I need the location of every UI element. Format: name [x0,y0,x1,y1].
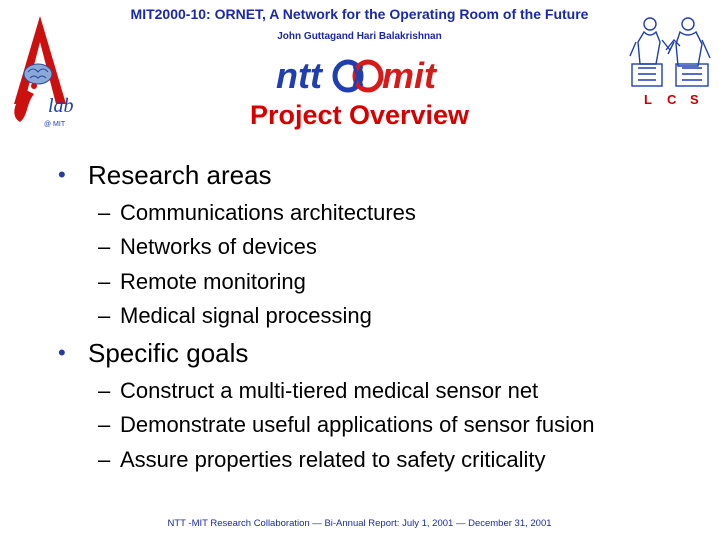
sub-item-text: Construct a multi-tiered medical sensor net [120,378,539,403]
sub-item: – Construct a multi-tiered medical sensor net [98,378,539,403]
header-title: MIT2000-10: ORNET, A Network for the Operating Room of the Future [130,6,589,22]
sub-item-text: Demonstrate useful applications of sensor fusion [120,412,595,437]
ntt-logo-text: ntt [276,55,322,96]
sub-item-text: Remote monitoring [120,269,306,294]
bullet-specific-goals [58,338,248,369]
authors-line: John Guttagand Hari Balakrishnan [277,31,442,42]
lcs-letter-c: C [667,92,677,107]
footer-text: NTT -MIT Research Collaboration — Bi-Annual Report: July 1, 2001 — December 31, 2001 [167,518,552,529]
sub-item: – Communications architectures [98,200,416,225]
bullet-text: Research areas [88,160,272,190]
lcs-logo [626,10,716,110]
sub-item: – Demonstrate useful applications of sensor fusion [98,412,595,437]
sub-item-text: Assure properties related to safety criticality [120,447,546,472]
lcs-letter-s: S [690,92,699,107]
sub-item-text: Communications architectures [120,200,416,225]
mit-logo-text: mit [382,55,436,96]
ilab-sub: @ MIT [44,121,66,128]
sub-item: – Remote monitoring [98,269,306,294]
lcs-figures-icon [630,18,710,86]
interlock-rings-icon [335,62,381,90]
bullet-text: Specific goals [88,338,249,368]
bullet-dot-icon: • [58,162,66,187]
slide-title: Project Overview [249,100,470,130]
bullet-dot-icon: • [58,340,66,365]
sub-item: – Medical signal processing [98,303,372,328]
ntt-mit-logo [270,52,450,98]
lcs-letter-l: L [644,92,652,107]
sub-item: – Assure properties related to safety criticality [98,447,546,472]
sub-item-text: Medical signal processing [120,303,372,328]
sub-item: – Networks of devices [98,234,317,259]
sub-item-text: Networks of devices [120,234,317,259]
ilab-word: lab [48,95,74,117]
bullet-research-areas [58,160,272,191]
